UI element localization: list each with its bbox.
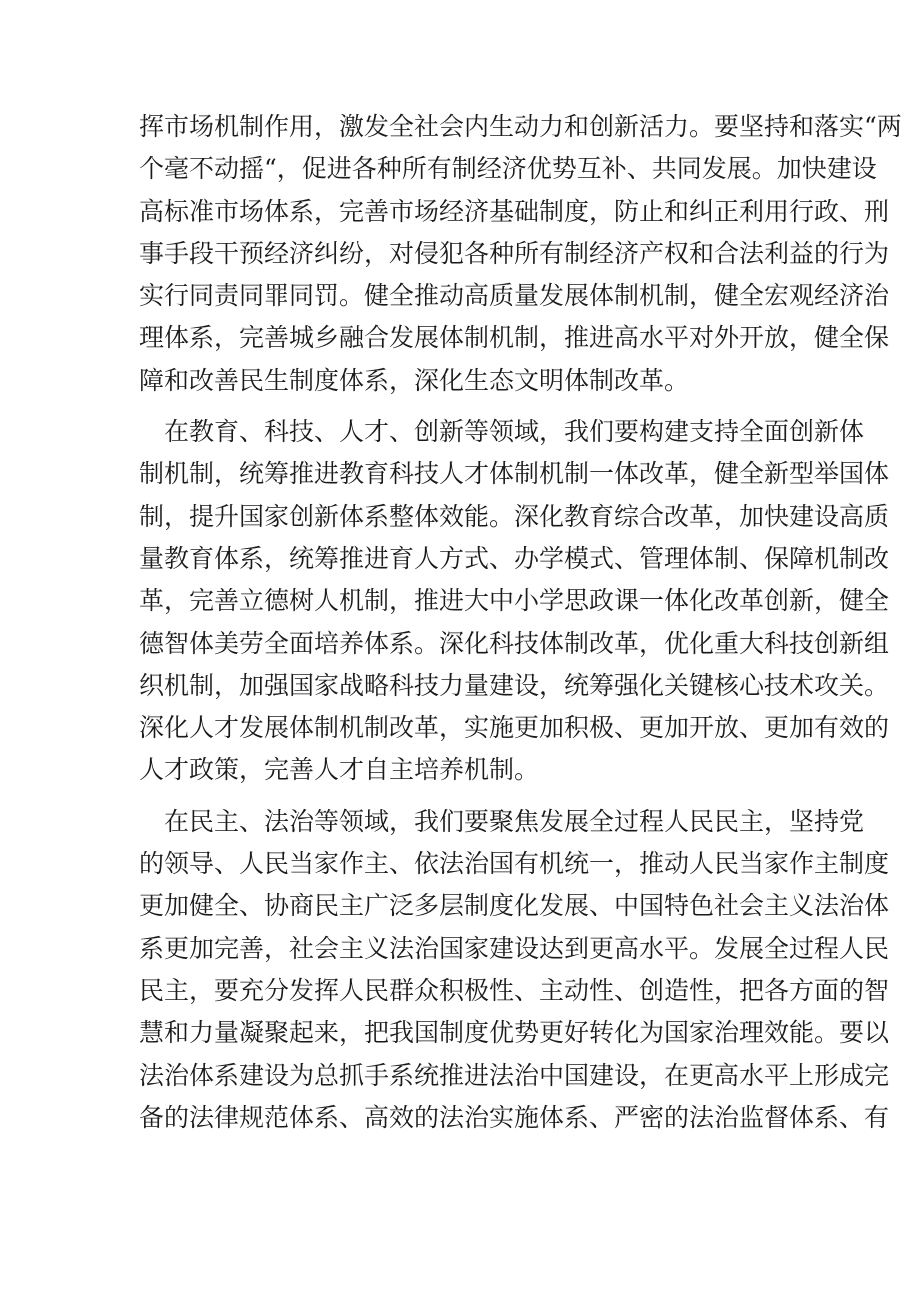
- text-line: 系更加完善，社会主义法治国家建设达到更高水平。发展全过程人民: [139, 933, 890, 963]
- text-line: 高标准市场体系，完善市场经济基础制度，防止和纠正利用行政、刑: [139, 196, 890, 226]
- text-line: 实行同责同罪同罚。健全推动高质量发展体制机制，健全宏观经济治: [139, 281, 890, 311]
- text-line: 备的法律规范体系、高效的法治实施体系、严密的法治监督体系、有: [139, 1102, 890, 1132]
- paragraph-gap: [139, 792, 799, 801]
- text-line: 挥市场机制作用，激发全社会内生动力和创新活力。要坚持和落实“两: [139, 112, 902, 141]
- text-line: 民主，要充分发挥人民群众积极性、主动性、创造性，把各方面的智: [139, 975, 890, 1005]
- text-line: 法治体系建设为总抓手系统推进法治中国建设，在更高水平上形成完: [139, 1060, 890, 1090]
- text-line: 理体系，完善城乡融合发展体制机制，推进高水平对外开放，健全保: [139, 323, 890, 353]
- text-line: 人才政策，完善人才自主培养机制。: [139, 755, 540, 785]
- paragraph-education-tech-talent: [139, 411, 890, 792]
- text-line: 量教育体系，统筹推进育人方式、办学模式、管理体制、保障机制改: [139, 543, 890, 573]
- text-line: 在教育、科技、人才、创新等领域，我们要构建支持全面创新体: [139, 417, 865, 447]
- text-line: 革，完善立德树人机制，推进大中小学思政课一体化改革创新，健全: [139, 586, 890, 616]
- text-line: 织机制，加强国家战略科技力量建设，统筹强化关键核心技术攻关。: [139, 670, 890, 700]
- text-line: 制机制，统筹推进教育科技人才体制机制一体改革，健全新型举国体: [139, 459, 890, 489]
- text-line: 事手段干预经济纠纷，对侵犯各种所有制经济产权和合法利益的行为: [139, 238, 890, 268]
- document-body: [139, 106, 902, 1139]
- text-line: 慧和力量凝聚起来，把我国制度优势更好转化为国家治理效能。要以: [139, 1018, 890, 1048]
- text-line: 德智体美劳全面培养体系。深化科技体制改革，优化重大科技创新组: [139, 628, 890, 658]
- paragraph-gap: [139, 402, 799, 411]
- text-line: 障和改善民生制度体系，深化生态文明体制改革。: [139, 365, 690, 395]
- paragraph-market-reform: [139, 106, 902, 402]
- text-line: 更加健全、协商民主广泛多层制度化发展、中国特色社会主义法治体: [139, 891, 890, 921]
- paragraph-democracy-rule-of-law: [139, 801, 890, 1139]
- text-line: 的领导、人民当家作主、依法治国有机统一，推动人民当家作主制度: [139, 849, 890, 879]
- text-line: 制，提升国家创新体系整体效能。深化教育综合改革，加快建设高质: [139, 501, 890, 531]
- text-line: 深化人才发展体制机制改革，实施更加积极、更加开放、更加有效的: [139, 713, 890, 743]
- text-line: 在民主、法治等领域，我们要聚焦发展全过程人民民主，坚持党: [139, 806, 865, 836]
- text-line: 个毫不动摇“，促进各种所有制经济优势互补、共同发展。加快建设: [139, 154, 877, 184]
